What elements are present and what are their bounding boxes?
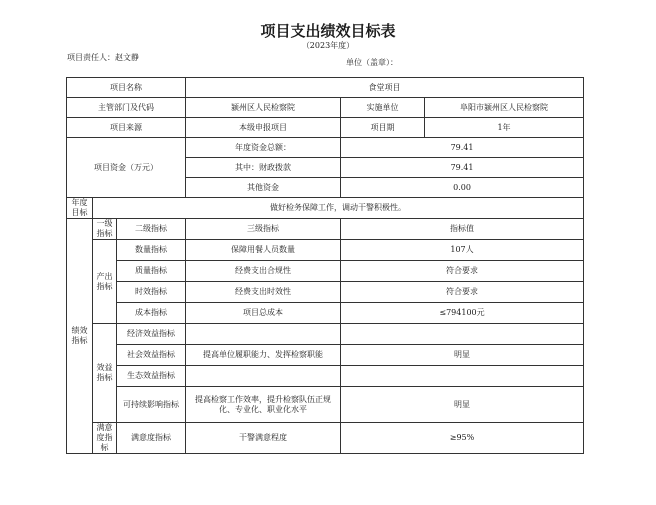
level3-header: 三级指标 [186, 219, 341, 240]
unit-seal: 单位（盖章）： [346, 58, 398, 67]
annual-goal-label: 年度目标 [67, 198, 93, 219]
level2-cell: 生态效益指标 [117, 366, 186, 387]
row-annual-goal [67, 198, 584, 219]
level1-header: 一级指标 [93, 219, 117, 240]
department-value: 颍州区人民检察院 [186, 98, 341, 118]
indicator-value-cell: ≥95% [341, 423, 584, 454]
project-responsible: 项目责任人：赵文静 [67, 53, 139, 62]
benefit-indicators-label: 效益指标 [93, 324, 117, 423]
funds-other-label: 其他资金 [186, 178, 341, 198]
level2-cell: 满意度指标 [117, 423, 186, 454]
level2-cell: 数量指标 [117, 240, 186, 261]
table-row [67, 240, 584, 261]
level3-cell: 提高检察工作效率，提升检察队伍正规化、专业化、职业化水平 [186, 387, 341, 423]
table-row [67, 261, 584, 282]
level2-cell: 经济效益指标 [117, 324, 186, 345]
funds-total-label: 年度资金总额： [186, 138, 341, 158]
table-row [67, 366, 584, 387]
table-row [67, 324, 584, 345]
fiscal-year: （2023年度） [301, 41, 355, 50]
row-funds-total [67, 138, 584, 158]
satisfaction-indicators-label: 满意度指标 [93, 423, 117, 454]
project-source-value: 本级申报项目 [186, 118, 341, 138]
project-period-value: 1年 [425, 118, 584, 138]
table-row [67, 303, 584, 324]
level2-cell: 成本指标 [117, 303, 186, 324]
level3-cell [186, 324, 341, 345]
indicator-value-cell: 符合要求 [341, 261, 584, 282]
level2-cell: 可持续影响指标 [117, 387, 186, 423]
performance-target-table [66, 77, 584, 454]
level3-cell: 提高单位履职能力、发挥检察职能 [186, 345, 341, 366]
level3-cell: 项目总成本 [186, 303, 341, 324]
funds-total-value: 79.41 [341, 138, 584, 158]
funds-fiscal-value: 79.41 [341, 158, 584, 178]
indicator-value-cell: ≤794100元 [341, 303, 584, 324]
row-source [67, 118, 584, 138]
funds-fiscal-label: 其中：财政拨款 [186, 158, 341, 178]
level3-cell: 经费支出合规性 [186, 261, 341, 282]
level3-cell: 经费支出时效性 [186, 282, 341, 303]
annual-goal-value: 做好检务保障工作，调动干警积极性。 [93, 198, 584, 219]
funds-other-value: 0.00 [341, 178, 584, 198]
indicator-value-cell: 符合要求 [341, 282, 584, 303]
level3-cell [186, 366, 341, 387]
project-name-label: 项目名称 [67, 78, 186, 98]
level2-cell: 质量指标 [117, 261, 186, 282]
indicator-value-cell: 明显 [341, 345, 584, 366]
department-label: 主管部门及代码 [67, 98, 186, 118]
indicator-value-cell [341, 366, 584, 387]
level3-cell: 干警满意程度 [186, 423, 341, 454]
indicator-value-cell: 107人 [341, 240, 584, 261]
indicator-value-cell [341, 324, 584, 345]
level2-cell: 时效指标 [117, 282, 186, 303]
project-name-value: 食堂项目 [186, 78, 584, 98]
project-source-label: 项目来源 [67, 118, 186, 138]
row-project-name [67, 78, 584, 98]
row-perf-header [67, 219, 584, 240]
level2-cell: 社会效益指标 [117, 345, 186, 366]
project-funds-label: 项目资金（万元） [67, 138, 186, 198]
row-department [67, 98, 584, 118]
project-period-label: 项目期 [341, 118, 425, 138]
table-row [67, 345, 584, 366]
level3-cell: 保障用餐人员数量 [186, 240, 341, 261]
table-row [67, 387, 584, 423]
level2-header: 二级指标 [117, 219, 186, 240]
implementing-unit-value: 阜阳市颍州区人民检察院 [425, 98, 584, 118]
implementing-unit-label: 实施单位 [341, 98, 425, 118]
table-row [67, 282, 584, 303]
perf-indicators-label: 绩效指标 [67, 219, 93, 454]
indicator-value-cell: 明显 [341, 387, 584, 423]
table-row [67, 423, 584, 454]
output-indicators-label: 产出指标 [93, 240, 117, 324]
indicator-value-header: 指标值 [341, 219, 584, 240]
page-title: 项目支出绩效目标表 [260, 22, 396, 40]
